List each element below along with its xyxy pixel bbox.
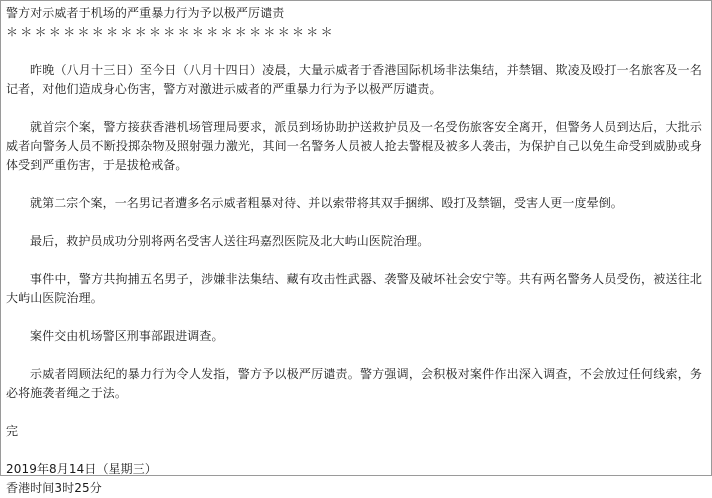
paragraph-5: 事件中，警方共拘捕五名男子，涉嫌非法集结、藏有攻击性武器、袭警及破坏社会安宁等。共有两名警务人员受伤，被送往北大屿山医院治理。 — [6, 272, 702, 305]
spacer — [6, 308, 702, 327]
paragraph-1: 昨晚（八月十三日）至今日（八月十四日）凌晨，大量示威者于香港国际机场非法集结，并禁锢、欺凌及殴打一名旅客及一名记者，对他们造成身心伤害，警方对激进示威者的严重暴力行为予以极严厉谴责。 — [6, 63, 702, 96]
paragraph-2: 就首宗个案，警方接获香港机场管理局要求，派员到场协助护送救护员及一名受伤旅客安全离开，但警务人员到达后，大批示威者向警务人员不断投掷杂物及照射强力激光，其间一名警务人员被人抢去警棍及被多人袭击，为保护自己以免生命受到威胁或身体受到严重伤害，于是拔枪戒备。 — [6, 120, 702, 172]
spacer — [6, 99, 702, 118]
spacer — [6, 251, 702, 270]
paragraph-4: 最后，救护员成功分别将两名受害人送往玛嘉烈医院及北大屿山医院治理。 — [30, 234, 430, 248]
press-release-title: 警方对示威者于机场的严重暴力行为予以极严厉谴责 — [6, 6, 285, 20]
paragraph-7: 示威者罔顾法纪的暴力行为令人发指，警方予以极严厉谴责。警方强调，会积极对案件作出深入调查，不会放过任何线索，务必将施袭者绳之于法。 — [6, 367, 702, 400]
spacer — [6, 213, 702, 232]
paragraph-3: 就第二宗个案，一名男记者遭多名示威者粗暴对待、并以索带将其双手捆绑、殴打及禁锢，受害人更一度晕倒。 — [30, 196, 623, 210]
spacer — [6, 441, 702, 460]
spacer — [6, 175, 702, 194]
press-release — [6, 4, 702, 498]
paragraph-6: 案件交由机场警区刑事部跟进调查。 — [30, 329, 224, 343]
spacer — [6, 42, 702, 61]
release-time: 香港时间3时25分 — [6, 481, 102, 495]
spacer — [6, 403, 702, 422]
end-mark: 完 — [6, 424, 19, 438]
title-separator: ＊＊＊＊＊＊＊＊＊＊＊＊＊＊＊＊＊＊＊＊＊＊＊ — [6, 25, 335, 39]
spacer — [6, 346, 702, 365]
release-date: 2019年8月14日（星期三） — [6, 462, 157, 476]
